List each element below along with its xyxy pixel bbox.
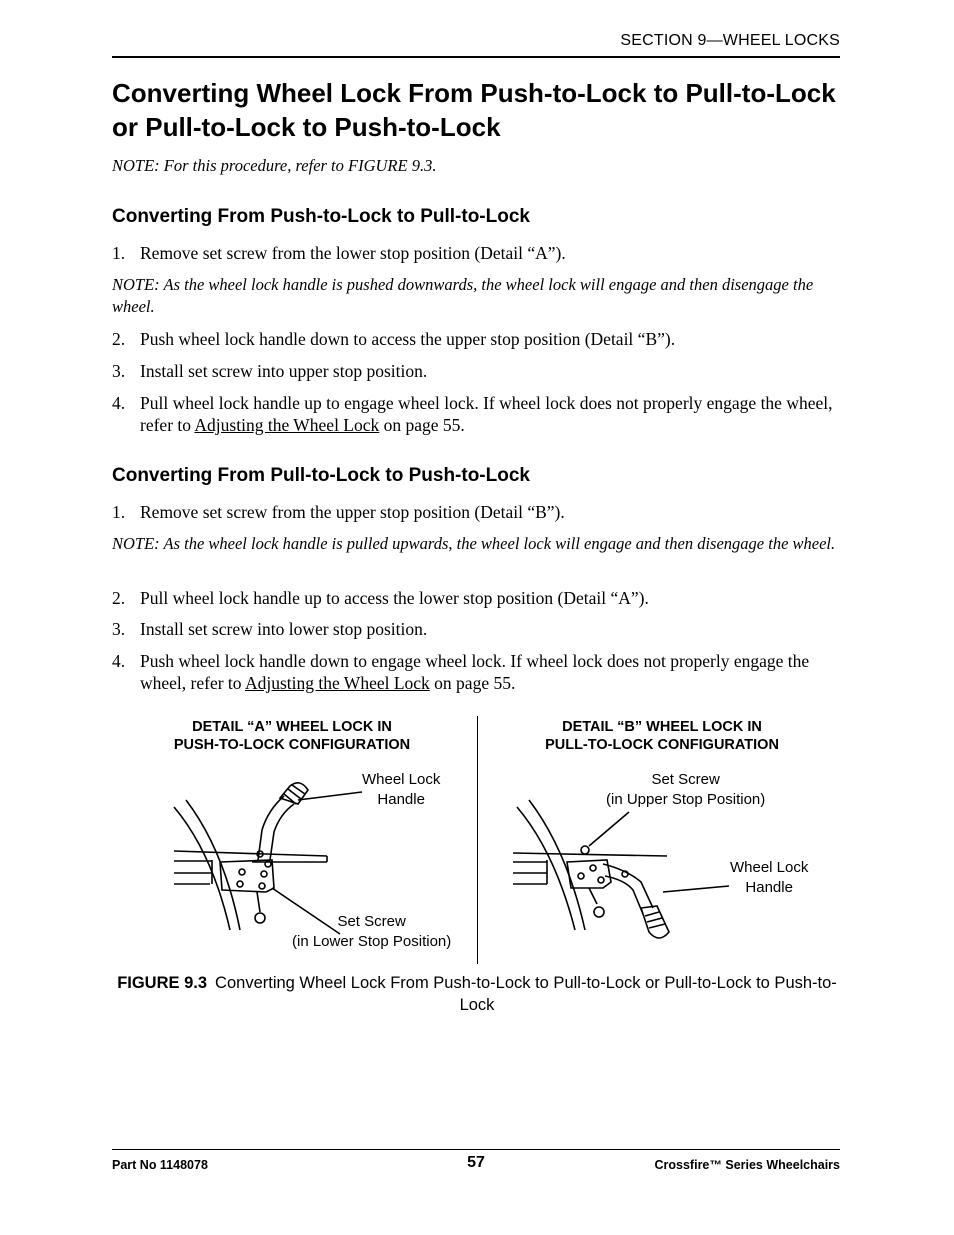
detail-b-screw-callout: Set Screw (in Upper Stop Position) (606, 771, 766, 808)
detail-b-wheel-lock-illustration (477, 712, 842, 968)
product-name: Crossfire™ Series Wheelchairs (654, 1158, 840, 1172)
list-item: 2. Push wheel lock handle down to access the upper stop position (Detail “B”). (112, 329, 676, 349)
part-number: Part No 1148078 (112, 1158, 208, 1172)
detail-a-wheel-lock-illustration (112, 712, 477, 968)
detail-a-screw-callout: Set Screw (in Lower Stop Position) (292, 913, 452, 950)
page-title: Converting Wheel Lock From Push-to-Lock to Pull-to-Lock or Pull-to-Lock to Push-to-Lock (112, 78, 836, 142)
section-heading-push-to-pull: Converting From Push-to-Lock to Pull-to-Lock (112, 206, 530, 227)
intro-note: NOTE: For this procedure, refer to FIGURE 9.3. (112, 156, 437, 175)
list-item: 4. Push wheel lock handle down to engage wheel lock. If wheel lock does not properly engage the wheel, refer to Adjusting the Wheel Lock on page 55. (112, 651, 810, 693)
detail-b-title: DETAIL “B” WHEEL LOCK IN PULL-TO-LOCK CONFIGURATION (545, 719, 779, 753)
adjusting-wheel-lock-link[interactable]: Adjusting the Wheel Lock (194, 415, 380, 435)
step-note: NOTE: As the wheel lock handle is pulled upwards, the wheel lock will engage and then disengage the wheel. (112, 534, 836, 553)
figure-caption: FIGURE 9.3 Converting Wheel Lock From Push-to-Lock to Pull-to-Lock or Pull-to-Lock to Push-to-Lock (117, 974, 837, 1014)
detail-b-handle-callout: Wheel Lock Handle (730, 859, 809, 896)
list-item: 4. Pull wheel lock handle up to engage wheel lock. If wheel lock does not properly engage the wheel, refer to Adjusting the Wheel Lock on page 55. (112, 393, 833, 435)
section-heading-pull-to-push: Converting From Pull-to-Lock to Push-to-Lock (112, 465, 530, 486)
list-item: 1. Remove set screw from the lower stop position (Detail “A”). (112, 243, 566, 263)
list-item: 1. Remove set screw from the upper stop position (Detail “B”). (112, 502, 565, 522)
page-footer (112, 1149, 840, 1176)
detail-a-handle-callout: Wheel Lock Handle (362, 771, 441, 808)
list-item: 3. Install set screw into upper stop position. (112, 361, 428, 381)
page-number: 57 (467, 1154, 485, 1171)
list-item: 2. Pull wheel lock handle up to access the lower stop position (Detail “A”). (112, 588, 649, 608)
adjusting-wheel-lock-link[interactable]: Adjusting the Wheel Lock (244, 673, 430, 693)
figure-9-3 (112, 712, 842, 968)
page-header (112, 32, 840, 58)
list-item: 3. Install set screw into lower stop position. (112, 619, 428, 639)
step-note: NOTE: As the wheel lock handle is pushed downwards, the wheel lock will engage and then disengage the wheel. (112, 275, 814, 316)
detail-a-title: DETAIL “A” WHEEL LOCK IN PUSH-TO-LOCK CONFIGURATION (173, 719, 411, 753)
section-label: SECTION 9—WHEEL LOCKS (620, 32, 840, 49)
